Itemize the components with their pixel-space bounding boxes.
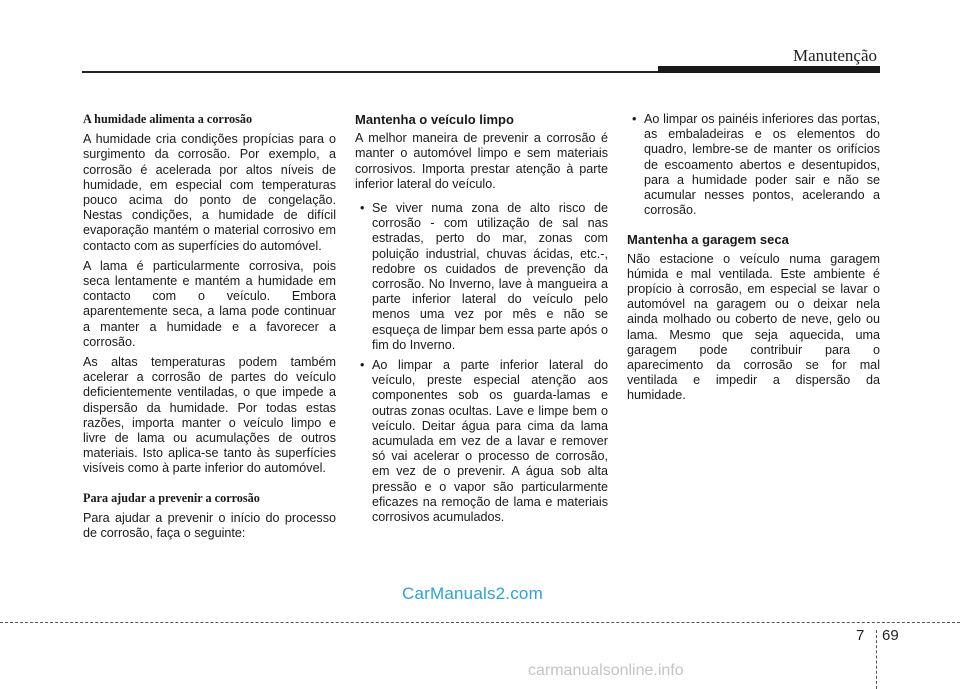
section-heading-dry-garage: Mantenha a garagem seca (627, 232, 789, 248)
paragraph: A humidade cria condições propícias para o surgimento da corrosão. Por exemplo, a corrosão é acelerada por altos níveis de humidade, em especial com temperaturas pouco acima do ponto de congelação. Nestas condições, a humidade de difícil evaporação mantém o material corrosivo em contacto com as superfícies do automóvel. (83, 132, 336, 253)
paragraph: A lama é particularmente corrosiva, pois seca lentamente e mantém a humidade em contacto com o veículo. Embora aparentemente seca, a lama pode continuar a manter a humidade e a favorecer a corrosão. (83, 258, 336, 349)
paragraph: As altas temperaturas podem também acelerar a corrosão de partes do veículo deficientemente ventiladas, o que impede a dispersão da humidade. Por todas estas razões, importa manter o veículo limpo e livre de lama ou acumulações de outros materiais. Isto aplica-se tanto às superfícies visíveis como à parte inferior do automóvel. (83, 355, 336, 476)
header-rule-accent (658, 66, 880, 73)
header-rule (82, 71, 664, 73)
list-item: • Ao limpar os painéis inferiores das portas, as embaladeiras e os elementos do quadro, lembre-se de manter os orifícios de escoamento abertos e desentupidos, para a humidade poder sair e não se acumular nesses pontos, acelerando a corrosão. (627, 112, 880, 218)
page-section-title: Manutenção (792, 46, 877, 65)
section-heading-clean-vehicle: Mantenha o veículo limpo (355, 112, 514, 127)
page-number: 69 (882, 627, 899, 644)
column-middle (355, 112, 608, 530)
bullet-list (355, 201, 608, 525)
list-item: • Se viver numa zona de alto risco de corrosão - com utilização de sal nas estradas, perto do mar, zonas com poluição industrial, chuvas ácidas, etc.-, redobre os cuidados de prevenção da corrosão. No Inverno, lave à mangueira a parte inferior lateral do veículo pelo menos uma vez por mês e não se esqueça de limpar bem essa parte após o fim do Inverno. (355, 201, 608, 353)
section-heading-prevent: Para ajudar a prevenir a corrosão (83, 490, 260, 505)
paragraph: A melhor maneira de prevenir a corrosão é manter o automóvel limpo e sem materiais corrosivos. Importa prestar atenção à parte inferior lateral do veículo. (355, 131, 608, 191)
section-heading-humidity: A humidade alimenta a corrosão (83, 112, 253, 126)
watermark-logo: CarManuals2.com (402, 584, 543, 603)
column-right (627, 112, 880, 409)
list-item: • Ao limpar a parte inferior lateral do veículo, preste especial atenção aos componentes sob os guarda-lamas e outras zonas ocultas. Lave e limpe bem o veículo. Deitar água para cima da lama acumulada em vez de a lavar e remover só vai acelerar o processo de corrosão, em vez de o prevenir. A água sob alta pressão e o vapor são particularmente eficazes na remoção de lama e materiais corrosivos acumulados. (355, 358, 608, 525)
footer-vertical-divider (876, 630, 877, 689)
bullet-list (627, 112, 880, 218)
column-left (83, 112, 336, 546)
paragraph: Não estacione o veículo numa garagem húmida e mal ventilada. Este ambiente é propício à corrosão, em especial se lavar o automóvel na garagem ou o deixar nela ainda molhado ou coberto de neve, gelo ou lama. Mesmo que seja aquecida, uma garagem pode contribuir para o aparecimento da corrosão se for mal ventilada e impedir a dispersão da humidade. (627, 251, 880, 403)
paragraph: Para ajudar a prevenir o início do processo de corrosão, faça o seguinte: (83, 510, 336, 541)
chapter-number: 7 (856, 627, 865, 644)
footer-divider (0, 622, 960, 623)
site-watermark: carmanualsonline.info (528, 662, 684, 679)
